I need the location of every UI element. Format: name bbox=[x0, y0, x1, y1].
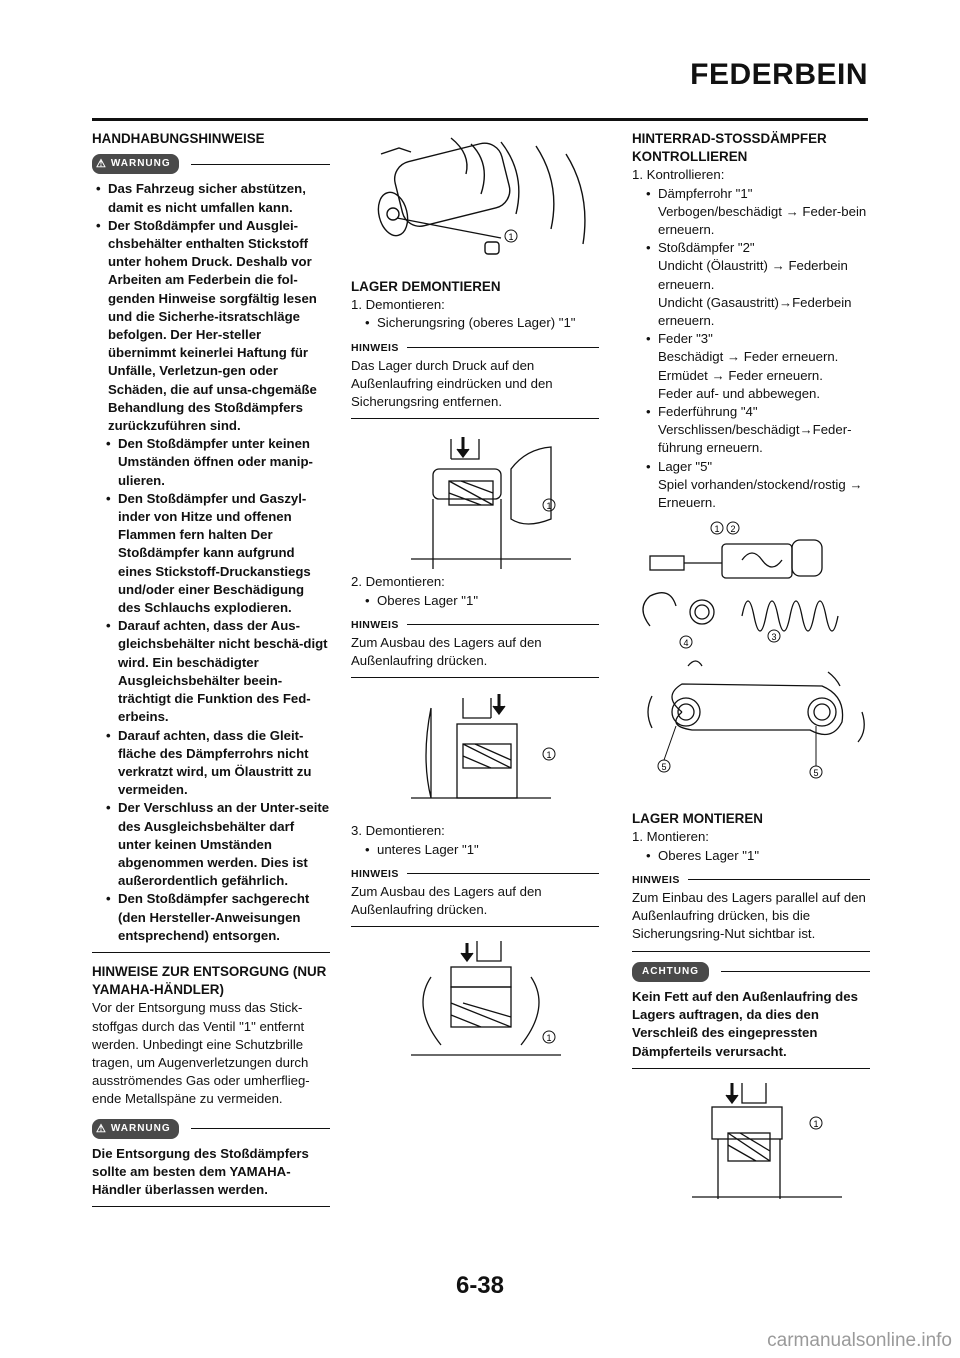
list-item: • Den Stoßdämpfer sachgerecht (den Hersteller-Anweisungen entsprechend) entsorgen. bbox=[92, 890, 330, 945]
list-item: • Stoßdämpfer "2" Undicht (Ölaustritt) → Federbein erneuern. Undicht (Gasaustritt)→Federbein erneuern. bbox=[632, 239, 870, 330]
bearing-removal-figure-3 bbox=[351, 937, 599, 1067]
note-text-3: Zum Ausbau des Lagers auf den Außenlaufring drücken. bbox=[351, 884, 542, 918]
section-heading-bearing-remove: LAGER DEMONTIEREN bbox=[351, 279, 501, 294]
list-item: • Dämpferrohr "1" Verbogen/beschädigt → Feder-bein erneuern. bbox=[632, 185, 870, 240]
note-text: Das Lager durch Druck auf den Außenlaufring eindrücken und den Sicherungsring entfernen. bbox=[351, 357, 553, 410]
warning-list bbox=[92, 180, 330, 435]
warning-rule bbox=[191, 164, 330, 165]
column-left bbox=[92, 130, 330, 1217]
figure-label: 1 bbox=[714, 524, 720, 535]
step-1: 1. Demontieren: bbox=[351, 297, 445, 313]
list-item: • Der Verschluss an der Unter-seite des Ausgleichsbehälter darf unter keinen Umständen abgenommen werden. Dies ist außerordentlich gefährlich. bbox=[92, 799, 330, 890]
watermark: carmanualsonline.info bbox=[767, 1330, 952, 1351]
figure-label: 5 bbox=[661, 762, 667, 773]
list-item: • Den Stoßdämpfer unter keinen Umständen öffnen oder manip-ulieren. bbox=[92, 435, 330, 490]
caution-text: Kein Fett auf den Außenlaufring des Lagers auftragen, da dies den Verschleiß des eingepressten Dämpferteils verursacht. bbox=[632, 988, 858, 1059]
note-header-2: HINWEIS bbox=[351, 616, 599, 634]
step-2-list bbox=[351, 592, 599, 610]
shock-absorber-valve-figure bbox=[351, 134, 599, 274]
list-item: • Sicherungsring (oberes Lager) "1" bbox=[351, 314, 599, 332]
warning-triangle-icon: ⚠ bbox=[96, 1122, 107, 1135]
list-item: • Lager "5" Spiel vorhanden/stockend/rostig → Erneuern. bbox=[632, 458, 870, 513]
figure-label: 5 bbox=[813, 768, 819, 779]
list-item: • Darauf achten, dass die Gleit-fläche des Dämpferrohrs nicht verkratzt wird, um Ölaustritt zu vermeiden. bbox=[92, 727, 330, 800]
list-item: • Darauf achten, dass der Aus-gleichsbehälter nicht beschä-digt wird. Ein beschädigter Ausgleichsbehälter beein-trächtigt die Funktion des Fed-erbeins. bbox=[92, 617, 330, 726]
warning-text-2: Die Entsorgung des Stoßdämpfers sollte am besten dem YAMAHA-Händler überlassen werden. bbox=[92, 1145, 309, 1198]
disposal-text: Vor der Entsorgung muss das Stick-stoffgas durch das Ventil "1" entfernt werden. Unbedingt eine Schutzbrille tragen, um Augenverletzungen durch ausströmendes Gas oder umherflieg-ende Metallspäne zu vermeiden. bbox=[92, 1000, 310, 1107]
section-heading-inspect: HINTERRAD-STOSSDÄMPFER KONTROLLIEREN bbox=[632, 131, 827, 165]
note-header-3: HINWEIS bbox=[351, 865, 599, 883]
list-item: • Federführung "4" Verschlissen/beschädigt→Feder-führung erneuern. bbox=[632, 403, 870, 458]
bearing-removal-figure-2 bbox=[351, 688, 599, 818]
list-item: • unteres Lager "1" bbox=[351, 841, 599, 859]
note-header: HINWEIS bbox=[351, 339, 599, 357]
caution-header bbox=[632, 962, 870, 982]
figure-label: 1 bbox=[813, 1118, 819, 1129]
header-rule bbox=[92, 118, 868, 121]
note-text-2: Zum Ausbau des Lagers auf den Außenlaufring drücken. bbox=[351, 635, 542, 669]
caution-badge: ACHTUNG bbox=[632, 962, 709, 982]
figure-label: 2 bbox=[730, 524, 736, 535]
warning-end-rule bbox=[92, 952, 330, 953]
warning-header-2 bbox=[92, 1119, 330, 1139]
step-m1: 1. Montieren: bbox=[632, 829, 709, 845]
list-item: • Feder "3" Beschädigt → Feder erneuern. Ermüdet → Feder erneuern. Feder auf- und abbewegen. bbox=[632, 330, 870, 403]
figure-label: 1 bbox=[546, 501, 552, 512]
figure-label: 1 bbox=[546, 750, 552, 761]
note-end-rule-3 bbox=[351, 926, 599, 927]
section-heading-bearing-install: LAGER MONTIEREN bbox=[632, 811, 763, 827]
list-item: • Den Stoßdämpfer und Gaszyl-inder von Hitze und offenen Flammen fern halten Der Stoßdämpfer kann aufgrund eines Stickstoff-Druckanstiegs und/oder einer Beschädigung des Schlauchs explodieren. bbox=[92, 490, 330, 617]
note-end-rule bbox=[632, 951, 870, 952]
section-heading-disposal: HINWEISE ZUR ENTSORGUNG (NUR YAMAHA-HÄNDLER) bbox=[92, 963, 327, 998]
column-right bbox=[632, 130, 870, 1213]
figure-label: 4 bbox=[683, 638, 689, 649]
section-heading-handling: HANDHABUNGSHINWEISE bbox=[92, 131, 265, 146]
warning-end-rule-2 bbox=[92, 1206, 330, 1207]
note-end-rule bbox=[351, 418, 599, 419]
caution-end-rule bbox=[632, 1068, 870, 1069]
list-item: • Das Fahrzeug sicher abstützen, damit es nicht umfallen kann. bbox=[92, 180, 330, 216]
page-number: 6-38 bbox=[455, 1272, 505, 1299]
list-item: • Oberes Lager "1" bbox=[351, 592, 599, 610]
note-header: HINWEIS bbox=[632, 871, 870, 889]
bearing-removal-figure-1 bbox=[351, 429, 599, 569]
warning-rule bbox=[191, 1128, 330, 1129]
warning-header bbox=[92, 154, 330, 174]
step-1-list bbox=[351, 314, 599, 332]
step-m1-list bbox=[632, 847, 870, 865]
list-item: • Der Stoßdämpfer und Ausglei-chsbehälter enthalten Stickstoff unter hohem Druck. Deshalb vor Arbeiten am Federbein die fol-genden Hinweise sorgfältig lesen und die Sicherhe-itsratschläge befolgen. Der Her-steller übernimmt keinerlei Haftung für Unfälle, Verletzun-gen oder Schäden, die auf unsa-chgemäße Behandlung des Stoßdämpfers zurückzuführen sind. bbox=[92, 217, 330, 435]
list-item: • Oberes Lager "1" bbox=[632, 847, 870, 865]
note-text: Zum Einbau des Lagers parallel auf den Außenlaufring drücken, bis die Sicherungsring-Nut sichtbar ist. bbox=[632, 890, 866, 942]
step-1: 1. Kontrollieren: bbox=[632, 167, 725, 183]
shock-inspection-figure bbox=[632, 516, 870, 806]
figure-label: 3 bbox=[771, 632, 777, 643]
step-3-list bbox=[351, 841, 599, 859]
page-title: FEDERBEIN bbox=[690, 58, 868, 91]
bearing-install-figure bbox=[632, 1079, 870, 1209]
warning-badge: ⚠ WARNUNG bbox=[92, 154, 179, 174]
step-2: 2. Demontieren: bbox=[351, 574, 445, 590]
note-end-rule-2 bbox=[351, 677, 599, 678]
check-list bbox=[632, 185, 870, 513]
step-3: 3. Demontieren: bbox=[351, 823, 445, 839]
warning-badge: ⚠ WARNUNG bbox=[92, 1119, 179, 1139]
caution-rule bbox=[721, 971, 870, 972]
column-middle bbox=[351, 130, 599, 1071]
warning-triangle-icon: ⚠ bbox=[96, 158, 107, 171]
figure-label: 1 bbox=[508, 232, 514, 242]
figure-label: 1 bbox=[546, 1033, 552, 1044]
warning-sub-list bbox=[92, 435, 330, 945]
